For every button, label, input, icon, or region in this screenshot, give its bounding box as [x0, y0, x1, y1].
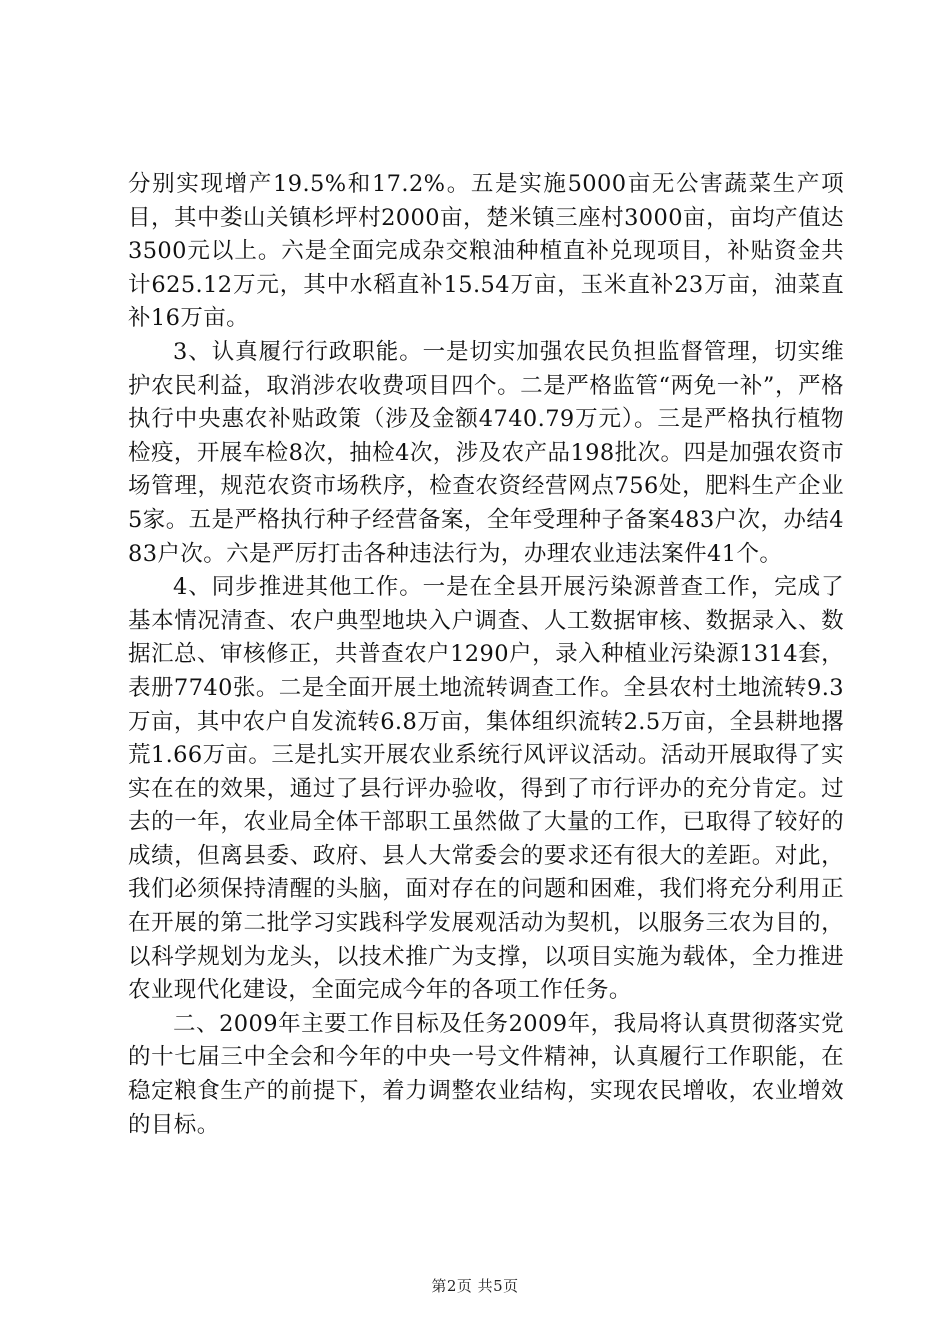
- page-number-footer: 第2页 共5页: [431, 1277, 519, 1295]
- paragraph-continued-results: 分别实现增产19.5%和17.2%。五是实施5000亩无公害蔬菜生产项目，其中娄山关镇杉坪村2000亩，楚米镇三座村3000亩，亩均产值达3500元以上。六是全面完成杂交粮油种植直补兑现项目，补贴资金共计625.12万元，其中水稻直补15.54万亩，玉米直补23万亩，油菜直补16万亩。: [128, 171, 844, 332]
- paragraph-administrative-duties: 3、认真履行行政职能。一是切实加强农民负担监督管理，切实维护农民利益，取消涉农收费项目四个。二是严格监管“两免一补”，严格执行中央惠农补贴政策（涉及金额4740.79万元）。三是严格执行植物检疫，开展车检8次，抽检4次，涉及农产品198批次。四是加强农资市场管理，规范农资市场秩序，检查农资经营网点756处，肥料生产企业5家。五是严格执行种子经营备案，全年受理种子备案483户次，办结483户次。六是严厉打击各种违法行为，办理农业违法案件41个。: [128, 338, 844, 567]
- document-body: [128, 168, 844, 1142]
- paragraph-other-work: 4、同步推进其他工作。一是在全县开展污染源普查工作，完成了基本情况清查、农户典型地块入户调查、人工数据审核、数据录入、数据汇总、审核修正，共普查农户1290户，录入种植业污染源1314套，表册7740张。二是全面开展土地流转调查工作。全县农村土地流转9.3万亩，其中农户自发流转6.8万亩，集体组织流转2.5万亩，全县耕地撂荒1.66万亩。三是扎实开展农业系统行风评议活动。活动开展取得了实实在在的效果，通过了县行评办验收，得到了市行评办的充分肯定。过去的一年，农业局全体干部职工虽然做了大量的工作，已取得了较好的成绩，但离县委、政府、县人大常委会的要求还有很大的差距。对此，我们必须保持清醒的头脑，面对存在的问题和困难，我们将充分利用正在开展的第二批学习实践科学发展观活动为契机，以服务三农为目的，以科学规划为龙头，以技术推广为支撑，以项目实施为载体，全力推进农业现代化建设，全面完成今年的各项工作任务。: [128, 574, 844, 1004]
- paragraph-2009-goals: 二、2009年主要工作目标及任务2009年，我局将认真贯彻落实党的十七届三中全会和今年的中央一号文件精神，认真履行工作职能，在稳定粮食生产的前提下，着力调整农业结构，实现农民增收，农业增效的目标。: [128, 1010, 844, 1138]
